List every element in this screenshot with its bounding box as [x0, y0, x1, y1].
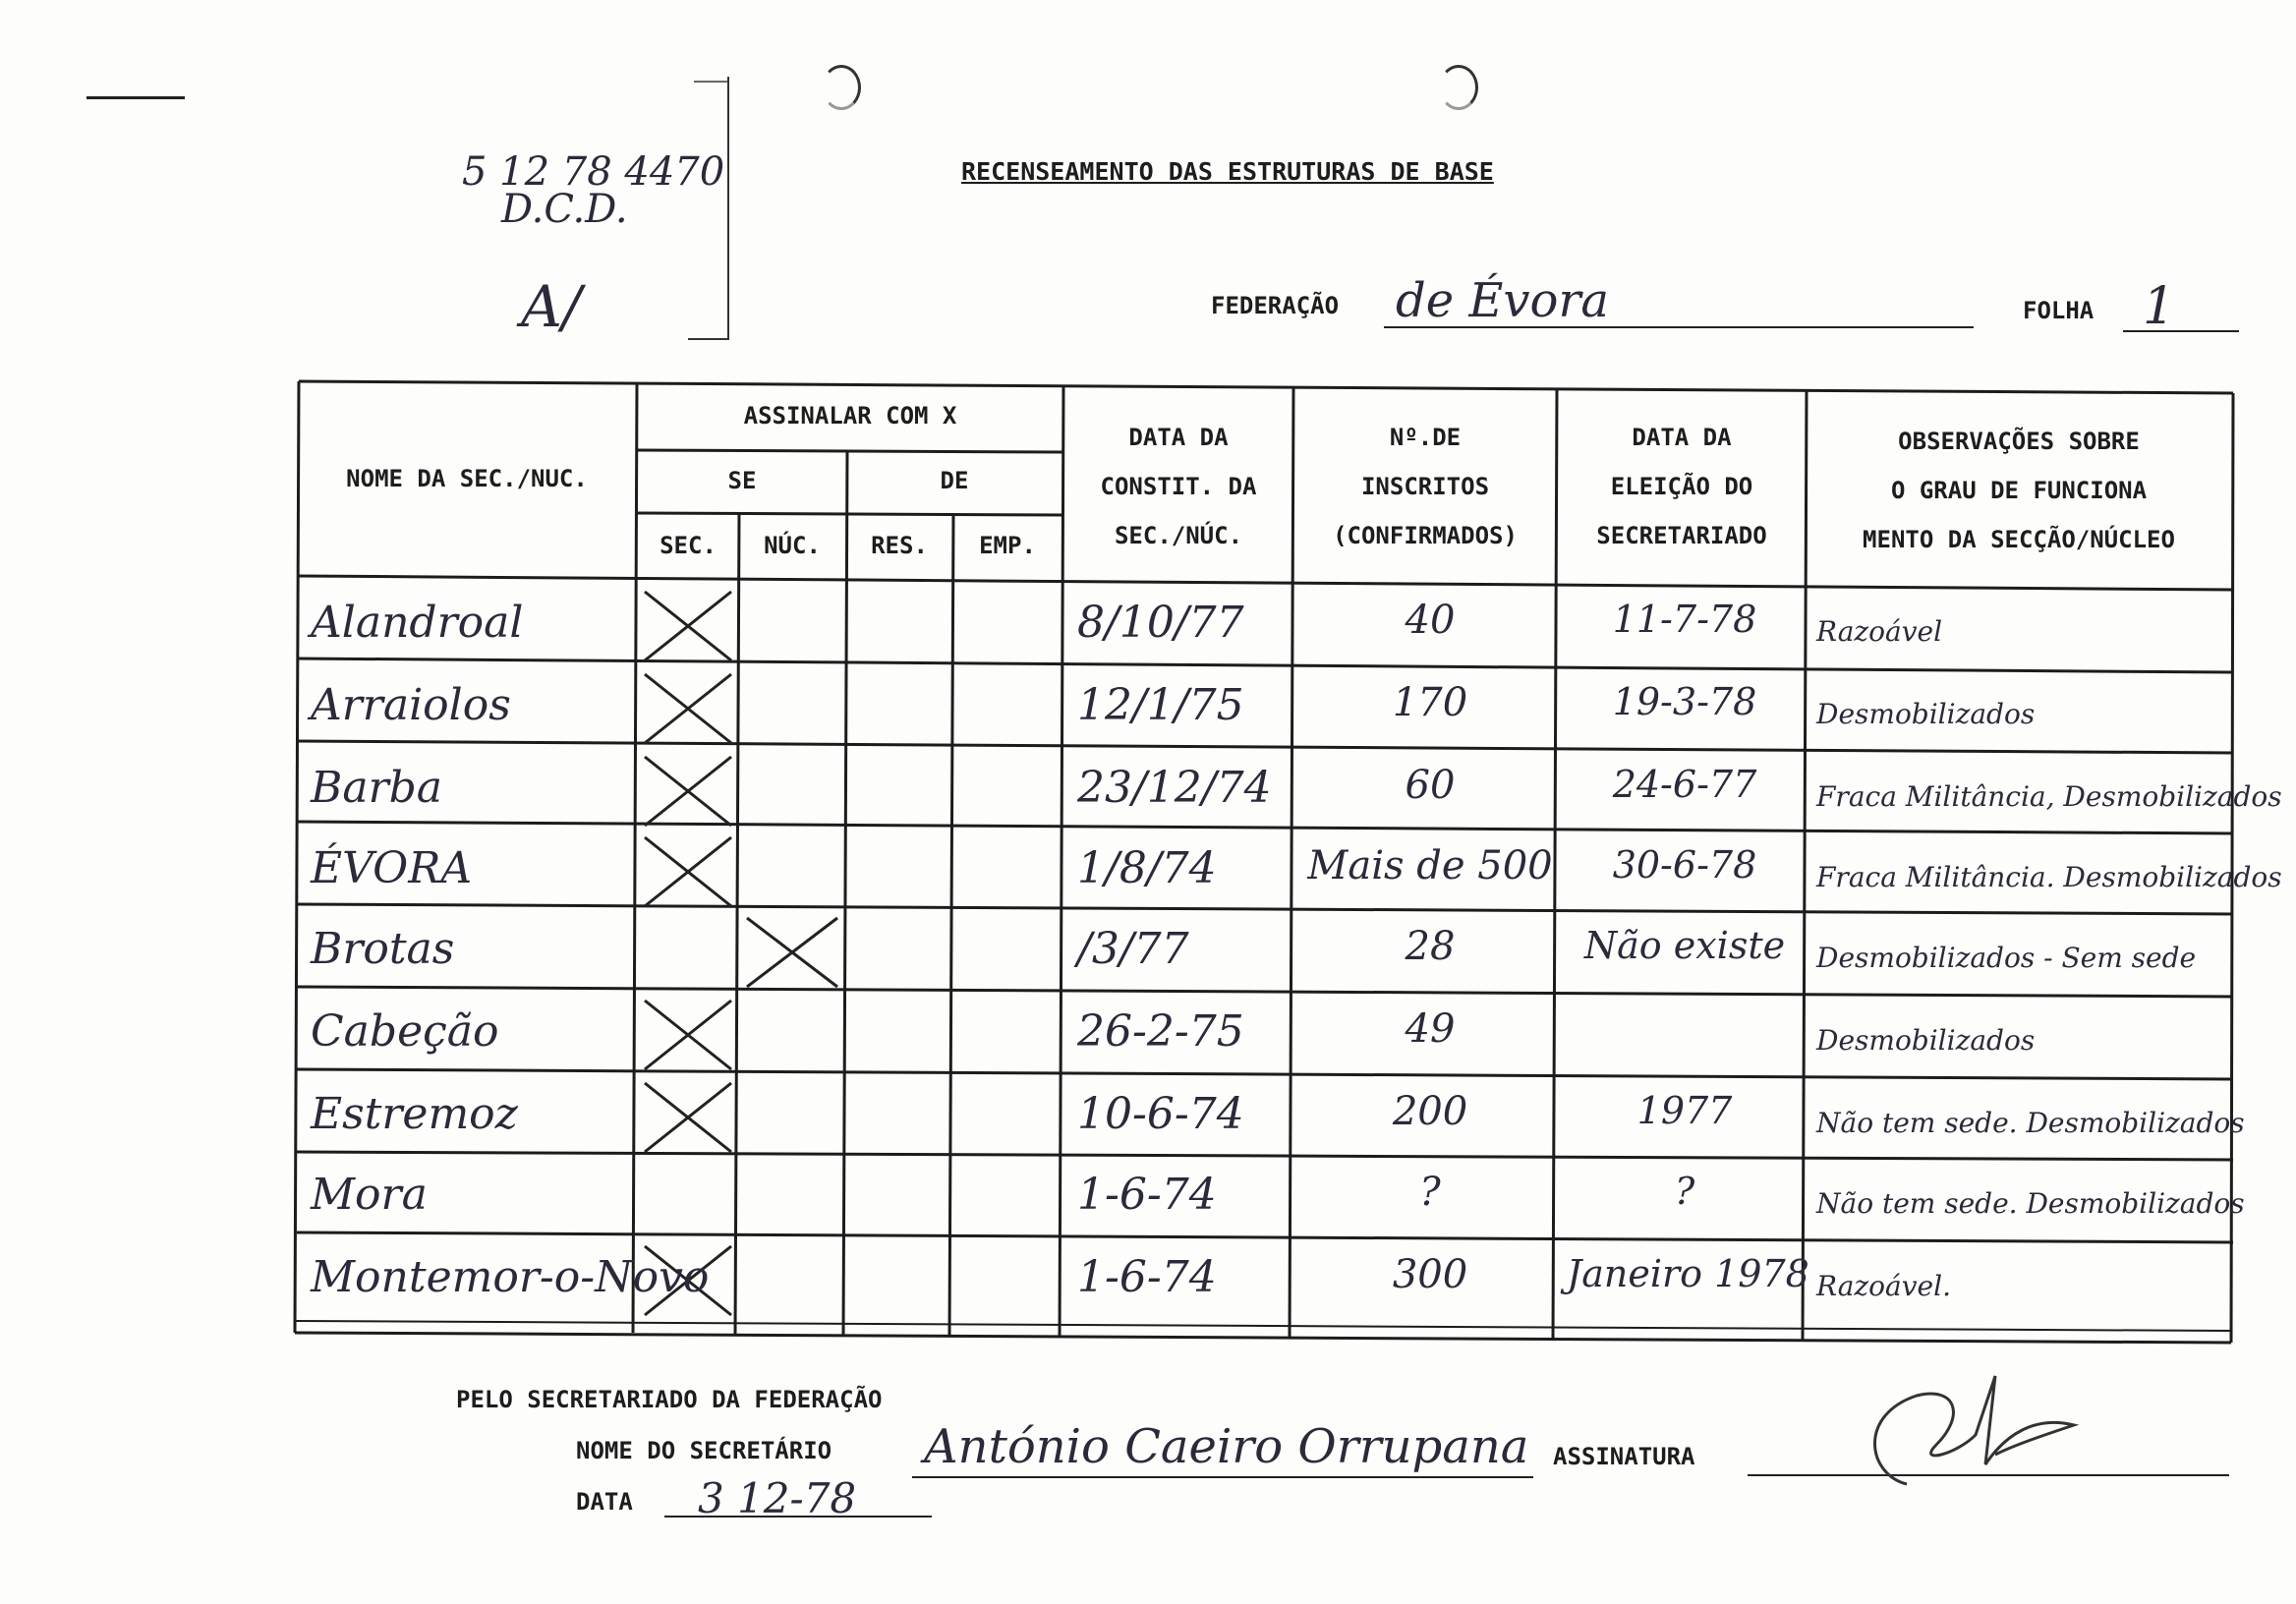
col-header-inscritos: [1295, 413, 1555, 560]
footer-pelo: PELO SECRETARIADO DA FEDERAÇÃO: [456, 1386, 883, 1413]
cell-inscritos: 40: [1405, 598, 1456, 643]
cell-eleicao: 30-6-78: [1612, 843, 1757, 887]
cell-data-constit: /3/77: [1077, 924, 1189, 974]
col-header-eleicao-line3: SECRETARIADO: [1596, 522, 1767, 549]
cell-inscritos: 49: [1405, 1006, 1456, 1052]
cell-nome: Montemor-o-Novo: [311, 1252, 710, 1302]
col-header-assinalar: ASSINALAR COM X: [743, 402, 957, 430]
stamp-mark: A/: [521, 273, 582, 340]
margin-mark: [86, 96, 185, 99]
punch-hole-left: [822, 65, 861, 110]
cell-data-constit: 1/8/74: [1077, 843, 1217, 893]
cell-data-constit: 1-6-74: [1077, 1170, 1217, 1220]
col-header-nome: NOME DA SEC./NUC.: [346, 465, 588, 492]
col-header-eleicao-line1: DATA DA: [1632, 424, 1732, 451]
stamp-bracket: [727, 77, 729, 340]
stamp-reference: 5 12 78 4470: [462, 149, 725, 195]
stamp-initials: D.C.D.: [501, 187, 628, 232]
cell-inscritos: Mais de 500: [1307, 843, 1553, 888]
folha-line: [2123, 330, 2239, 332]
x-mark-stroke: [645, 1083, 731, 1152]
col-header-inscritos-line1: Nº.DE: [1389, 424, 1462, 451]
cell-nome: Barba: [311, 763, 442, 813]
col-header-emp: EMP.: [979, 532, 1036, 559]
col-header-data-constit-line1: DATA DA: [1128, 424, 1229, 451]
cell-data-constit: 1-6-74: [1077, 1252, 1217, 1302]
cell-nome: Arraiolos: [311, 680, 511, 730]
footer-nome-line: [912, 1476, 1533, 1478]
col-header-obs-line1: OBSERVAÇÕES SOBRE: [1898, 428, 2140, 455]
x-mark-stroke: [645, 674, 731, 743]
x-mark-stroke: [645, 757, 731, 826]
cell-eleicao: 1977: [1636, 1089, 1733, 1132]
cell-data-constit: 10-6-74: [1077, 1089, 1244, 1139]
cell-observacoes: Razoável: [1816, 615, 1943, 648]
x-mark-stroke: [645, 592, 731, 660]
col-header-data-constit-line3: SEC./NÚC.: [1114, 522, 1243, 549]
x-mark-stroke: [747, 918, 837, 987]
x-mark-stroke: [645, 837, 731, 906]
x-mark-stroke: [645, 837, 731, 906]
cell-inscritos: 200: [1392, 1089, 1468, 1134]
cell-data-constit: 8/10/77: [1077, 598, 1244, 648]
cell-eleicao: ?: [1674, 1170, 1695, 1213]
col-header-res: RES.: [871, 532, 928, 559]
cell-observacoes: Desmobilizados: [1816, 698, 2036, 730]
col-header-inscritos-line2: INSCRITOS: [1360, 473, 1490, 500]
col-header-inscritos-line3: (CONFIRMADOS): [1333, 522, 1518, 549]
cell-observacoes: Desmobilizados: [1816, 1024, 2036, 1057]
cell-observacoes: Não tem sede. Desmobilizados: [1816, 1107, 2245, 1139]
footer-assinatura-label: ASSINATURA: [1553, 1443, 1695, 1470]
cell-observacoes: Não tem sede. Desmobilizados: [1816, 1187, 2245, 1220]
cell-inscritos: 60: [1405, 763, 1456, 808]
folha-value: 1: [2143, 277, 2176, 336]
federacao-value: de Évora: [1396, 273, 1610, 328]
col-header-sec: SEC.: [660, 532, 717, 559]
x-mark-stroke: [747, 918, 837, 987]
page-title: RECENSEAMENTO DAS ESTRUTURAS DE BASE: [961, 157, 1494, 186]
col-header-data-constit: [1065, 413, 1292, 560]
footer-data-label: DATA: [576, 1488, 633, 1516]
col-header-eleicao-line2: ELEIÇÃO DO: [1610, 473, 1753, 500]
cell-data-constit: 23/12/74: [1077, 763, 1272, 813]
cell-nome: Brotas: [311, 924, 455, 974]
cell-eleicao: 24-6-77: [1612, 763, 1757, 806]
cell-observacoes: Fraca Militância, Desmobilizados: [1816, 780, 2282, 813]
folha-label: FOLHA: [2023, 297, 2095, 324]
col-header-se: SE: [727, 467, 757, 494]
cell-nome: Cabeção: [311, 1006, 499, 1057]
x-mark-stroke: [645, 592, 731, 660]
cell-nome: Alandroal: [311, 598, 524, 648]
col-header-data-constit-line2: CONSTIT. DA: [1100, 473, 1257, 500]
cell-nome: ÉVORA: [311, 843, 473, 893]
col-header-obs-line3: MENTO DA SECÇÃO/NÚCLEO: [1863, 526, 2175, 553]
stamp-bracket-foot: [688, 338, 729, 340]
federacao-label: FEDERAÇÃO: [1211, 292, 1340, 319]
col-header-nuc: NÚC.: [764, 532, 821, 559]
cell-inscritos: 28: [1405, 924, 1456, 969]
x-mark-stroke: [645, 1001, 731, 1069]
punch-hole-right: [1439, 65, 1478, 110]
x-mark-stroke: [645, 1083, 731, 1152]
x-mark-stroke: [645, 1001, 731, 1069]
footer-data-value: 3 12-78: [698, 1474, 857, 1522]
cell-observacoes: Razoável.: [1816, 1270, 1951, 1302]
footer-nome-label: NOME DO SECRETÁRIO: [576, 1437, 832, 1464]
cell-inscritos: ?: [1419, 1170, 1441, 1215]
cell-nome: Mora: [311, 1170, 428, 1220]
cell-observacoes: Desmobilizados - Sem sede: [1816, 942, 2197, 974]
col-header-de: DE: [940, 467, 969, 494]
cell-inscritos: 170: [1392, 680, 1468, 725]
footer-nome-value: António Caeiro Orrupana: [924, 1419, 1529, 1474]
x-mark-stroke: [645, 674, 731, 743]
col-header-obs: [1808, 417, 2229, 564]
cell-inscritos: 300: [1392, 1252, 1468, 1297]
cell-data-constit: 12/1/75: [1077, 680, 1244, 730]
cell-observacoes: Fraca Militância. Desmobilizados: [1816, 861, 2282, 893]
cell-eleicao: Janeiro 1978: [1567, 1252, 1809, 1295]
x-mark-stroke: [645, 757, 731, 826]
signature-image: [1848, 1356, 2103, 1504]
col-header-obs-line2: O GRAU DE FUNCIONA: [1890, 477, 2148, 504]
cell-eleicao: Não existe: [1583, 924, 1786, 967]
col-header-eleicao: [1559, 413, 1805, 560]
cell-nome: Estremoz: [311, 1089, 518, 1139]
stamp-bracket-top: [694, 81, 727, 83]
cell-eleicao: 19-3-78: [1612, 680, 1757, 723]
cell-data-constit: 26-2-75: [1077, 1006, 1244, 1057]
cell-eleicao: 11-7-78: [1612, 598, 1757, 641]
